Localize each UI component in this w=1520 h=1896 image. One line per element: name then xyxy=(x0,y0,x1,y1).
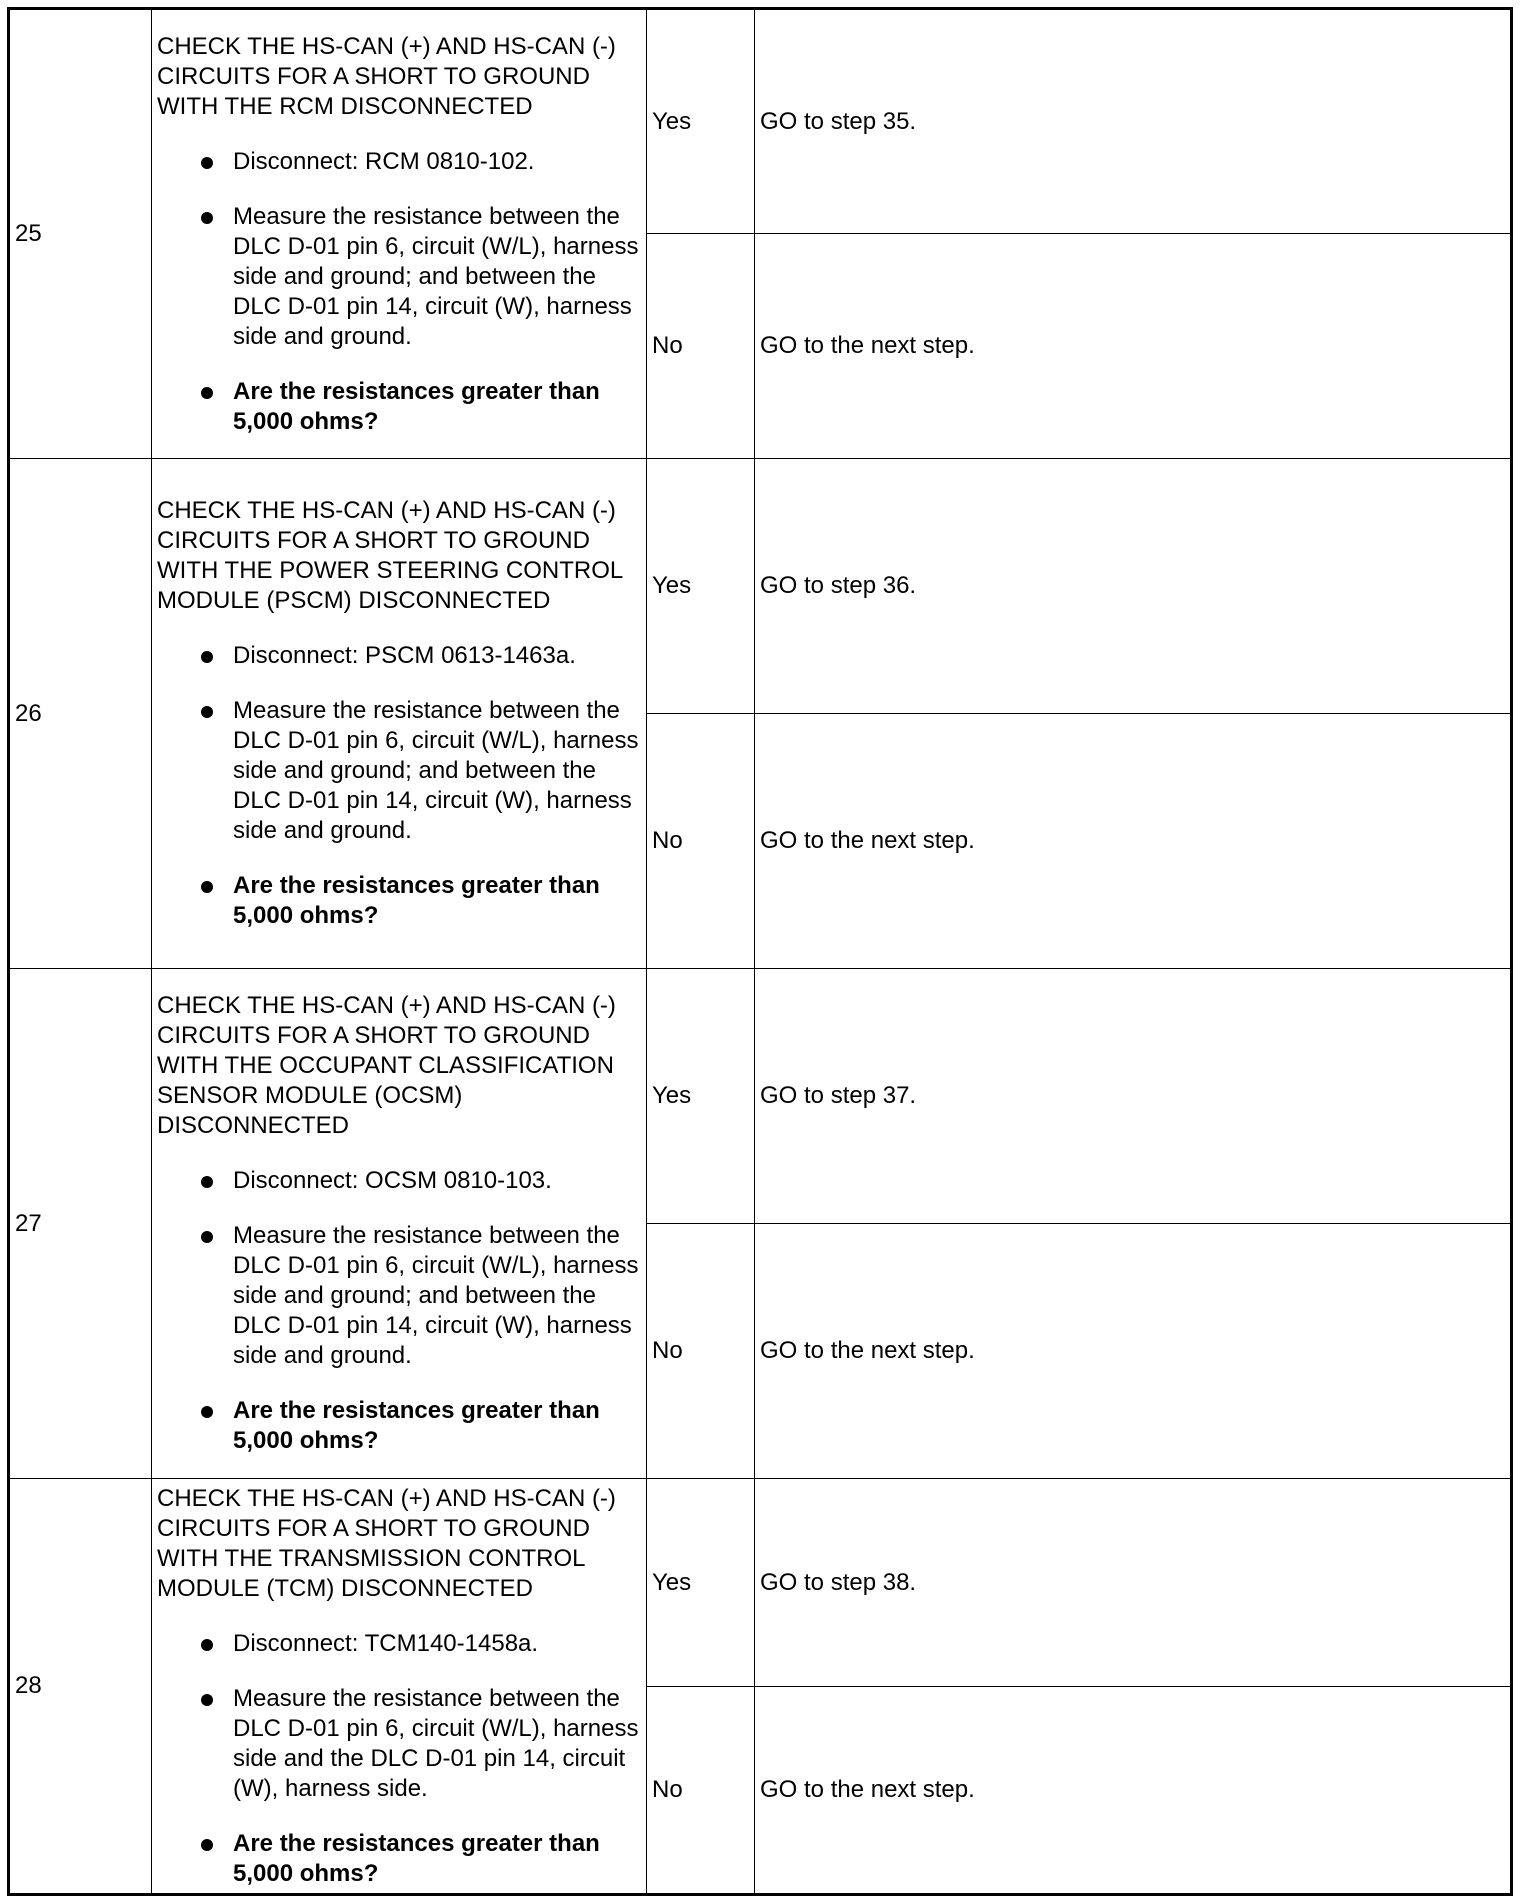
bullet-icon xyxy=(201,212,213,224)
yes-answer: Yes xyxy=(647,1479,755,1687)
bullet-item: Measure the resistance between the DLC D-01 pin 6, circuit (W/L), harness side and the DLC D-01 pin 14, circuit (W), harness side. xyxy=(157,1684,641,1804)
step-number: 26 xyxy=(9,459,152,969)
bullet-item: Measure the resistance between the DLC D-01 pin 6, circuit (W/L), harness side and ground; and between the DLC D-01 pin 14, circuit (W), harness side and ground. xyxy=(157,1221,641,1371)
bullet-item: Disconnect: OCSM 0810-103. xyxy=(157,1166,641,1196)
bullet-item: Measure the resistance between the DLC D-01 pin 6, circuit (W/L), harness side and ground; and between the DLC D-01 pin 14, circuit (W), harness side and ground. xyxy=(157,696,641,846)
step-number: 25 xyxy=(9,9,152,459)
yes-answer: Yes xyxy=(647,9,755,234)
no-result: GO to the next step. xyxy=(755,1224,1512,1479)
bullet-item: Disconnect: TCM140-1458a. xyxy=(157,1629,641,1659)
bullet-icon xyxy=(201,1231,213,1243)
bullet-item: Disconnect: RCM 0810-102. xyxy=(157,147,641,177)
step-action-cell xyxy=(152,969,647,1479)
bullet-icon xyxy=(201,1639,213,1651)
step-question: Are the resistances greater than 5,000 ohms? xyxy=(157,1829,641,1889)
no-answer: No xyxy=(647,714,755,969)
diagnostic-page xyxy=(7,7,1513,1885)
diagnostic-steps-table xyxy=(7,7,1513,1896)
step-row-yes xyxy=(9,969,1512,1224)
bullet-item: Measure the resistance between the DLC D-01 pin 6, circuit (W/L), harness side and ground; and between the DLC D-01 pin 14, circuit (W), harness side and ground. xyxy=(157,202,641,352)
step-action-cell xyxy=(152,9,647,459)
step-bullet-list xyxy=(157,1629,641,1889)
step-bullet-list xyxy=(157,1166,641,1456)
bullet-icon xyxy=(201,387,213,399)
step-bullet-list xyxy=(157,147,641,437)
step-title: CHECK THE HS-CAN (+) AND HS-CAN (-) CIRCUITS FOR A SHORT TO GROUND WITH THE RCM DISCONNECTED xyxy=(157,32,616,120)
step-row-yes xyxy=(9,459,1512,714)
no-result: GO to the next step. xyxy=(755,1687,1512,1895)
step-question: Are the resistances greater than 5,000 ohms? xyxy=(157,377,641,437)
step-bullet-list xyxy=(157,641,641,931)
no-answer: No xyxy=(647,1224,755,1479)
step-action-cell xyxy=(152,1479,647,1895)
bullet-icon xyxy=(201,881,213,893)
bullet-icon xyxy=(201,1176,213,1188)
no-result: GO to the next step. xyxy=(755,234,1512,459)
step-row-yes xyxy=(9,1479,1512,1687)
step-title: CHECK THE HS-CAN (+) AND HS-CAN (-) CIRCUITS FOR A SHORT TO GROUND WITH THE TRANSMISSION CONTROL MODULE (TCM) DISCONNECTED xyxy=(157,1484,616,1602)
step-question: Are the resistances greater than 5,000 ohms? xyxy=(157,871,641,931)
bullet-icon xyxy=(201,1839,213,1851)
step-number: 28 xyxy=(9,1479,152,1895)
bullet-icon xyxy=(201,1406,213,1418)
bullet-icon xyxy=(201,1694,213,1706)
bullet-item: Disconnect: PSCM 0613-1463a. xyxy=(157,641,641,671)
no-answer: No xyxy=(647,1687,755,1895)
step-title: CHECK THE HS-CAN (+) AND HS-CAN (-) CIRCUITS FOR A SHORT TO GROUND WITH THE OCCUPANT CLASSIFICATION SENSOR MODULE (OCSM) DISCONNECTED xyxy=(157,992,616,1139)
step-row-yes xyxy=(9,9,1512,234)
step-question: Are the resistances greater than 5,000 ohms? xyxy=(157,1396,641,1456)
yes-result: GO to step 35. xyxy=(755,9,1512,234)
no-result: GO to the next step. xyxy=(755,714,1512,969)
yes-result: GO to step 37. xyxy=(755,969,1512,1224)
yes-answer: Yes xyxy=(647,969,755,1224)
bullet-icon xyxy=(201,706,213,718)
bullet-icon xyxy=(201,651,213,663)
yes-result: GO to step 38. xyxy=(755,1479,1512,1687)
step-title: CHECK THE HS-CAN (+) AND HS-CAN (-) CIRCUITS FOR A SHORT TO GROUND WITH THE POWER STEERING CONTROL MODULE (PSCM) DISCONNECTED xyxy=(157,497,623,614)
step-action-cell xyxy=(152,459,647,969)
no-answer: No xyxy=(647,234,755,459)
bullet-icon xyxy=(201,157,213,169)
yes-answer: Yes xyxy=(647,459,755,714)
step-number: 27 xyxy=(9,969,152,1479)
yes-result: GO to step 36. xyxy=(755,459,1512,714)
